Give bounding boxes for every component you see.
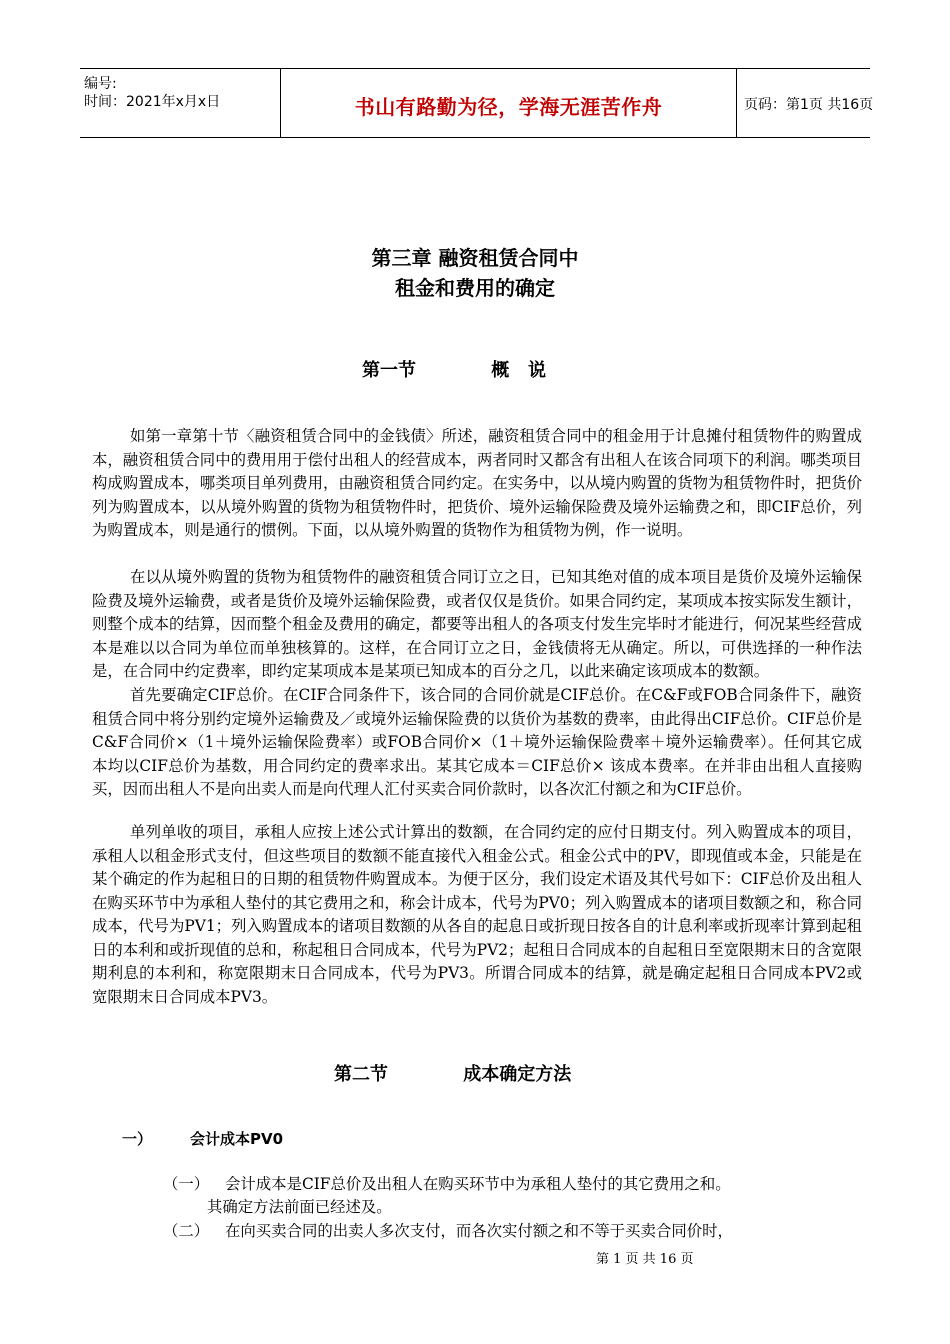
chapter-title-line2: 租金和费用的确定 bbox=[395, 276, 555, 300]
document-header bbox=[80, 68, 874, 138]
paragraph-1: 如第一章第十节〈融资租赁合同中的金钱债〉所述，融资租赁合同中的租金用于计息摊付租赁物件的购置成本，融资租赁合同中的费用用于偿付出租人的经营成本，两者同时又都含有出租人在该合同项下的利润。哪类项目构成购置成本，哪类项目单列费用，由融资租赁合同约定。在实务中，以从境内购置的货物为租赁物件时，把货价列为购置成本，以从境外购置的货物为租赁物件时，把货价、境外运输保险费及境外运输费之和，即CIF总价，列为购置成本，则是通行的惯例。下面，以从境外购置的货物作为租赁物为例，作一说明。 bbox=[92, 427, 862, 539]
header-meta-cell bbox=[80, 69, 280, 137]
paragraph-3: 首先要确定CIF总价。在CIF合同条件下，该合同的合同价就是CIF总价。在C&F或FOB合同条件下，融资租赁合同中将分别约定境外运输费及／或境外运输保险费的以货价为基数的费率，由此得出CIF总价。CIF总价是C&F合同价×（1＋境外运输保险费率）或FOB合同价×（1＋境外运输保险费率＋境外运输费率）。任何其它成本均以CIF总价为基数，用合同约定的费率求出。某其它成本＝CIF总价× 该成本费率。在并非由出租人直接购买，因而出租人不是向出卖人而是向代理人汇付买卖合同价款时，以各次汇付额之和为CIF总价。 bbox=[92, 686, 862, 798]
item2-text: 在向买卖合同的出卖人多次支付，而各次实付额之和不等于买卖合同价时， bbox=[225, 1222, 733, 1240]
time-label: 时间：2021年x月x日 bbox=[84, 94, 221, 110]
item1-text: 会计成本是CIF总价及出租人在购买环节中为承租人垫付的其它费用之和。 bbox=[225, 1175, 731, 1193]
paragraph-4: 单列单收的项目，承租人应按上述公式计算出的数额，在合同约定的应付日期支付。列入购置成本的项目，承租人以租金形式支付，但这些项目的数额不能直接代入租金公式。租金公式中的PV，即现值或本金，只能是在某个确定的作为起租日的日期的租赁物件购置成本。为便于区分，我们设定术语及其代号如下：CIF总价及出租人在购买环节中为承租人垫付的其它费用之和，称会计成本，代号为PV0；列入购置成本的诸项目数额之和，称合同成本，代号为PV1；列入购置成本的诸项目数额的从各自的起息日或折现日按各自的计息利率或折现率计算到起租日的本利和或折现值的总和，称起租日合同成本，代号为PV2；起租日合同成本的自起租日至宽限期末日的含宽限期利息的本利和，称宽限期末日合同成本，代号为PV3。所谓合同成本的结算，就是确定起租日合同成本PV2或宽限期末日合同成本PV3。 bbox=[92, 823, 863, 1006]
section2-heading: 第二节 成本确定方法 bbox=[334, 1064, 572, 1085]
page-info: 页码：第1页 共16页 bbox=[744, 97, 874, 113]
chapter-title-line1: 第三章 融资租赁合同中 bbox=[371, 246, 579, 270]
motto-text: 书山有路勤为径，学海无涯苦作舟 bbox=[354, 95, 663, 119]
page-footer: 第 1 页 共 16 页 bbox=[596, 1252, 694, 1267]
section1-heading: 第一节 概 说 bbox=[362, 360, 546, 381]
item1-continuation: 其确定方法前面已经述及。 bbox=[207, 1198, 392, 1216]
header-page-cell bbox=[736, 69, 874, 137]
number-label: 编号: bbox=[84, 76, 117, 92]
item1-number: （一） bbox=[163, 1175, 210, 1193]
paragraph-2: 在以从境外购置的货物为租赁物件的融资租赁合同订立之日，已知其绝对值的成本项目是货价及境外运输保险费及境外运输费，或者是货价及境外运输保险费，或者仅仅是货价。如果合同约定，某项成本按实际发生额计，则整个成本的结算，因而整个租金及费用的确定，都要等出租人的各项支付发生完毕时才能进行，何况某些经营成本是难以以合同为单位而单独核算的。这样，在合同订立之日，金钱债将无从确定。所以，可供选择的一种作法是，在合同中约定费率，即约定某项成本是某项已知成本的百分之几，以此来确定该项成本的数额。 bbox=[92, 568, 862, 680]
subsection1-title: 会计成本PV0 bbox=[190, 1130, 284, 1148]
item2-number: （二） bbox=[163, 1222, 210, 1240]
subsection1-number: 一） bbox=[122, 1130, 153, 1148]
header-motto-cell bbox=[280, 69, 737, 137]
